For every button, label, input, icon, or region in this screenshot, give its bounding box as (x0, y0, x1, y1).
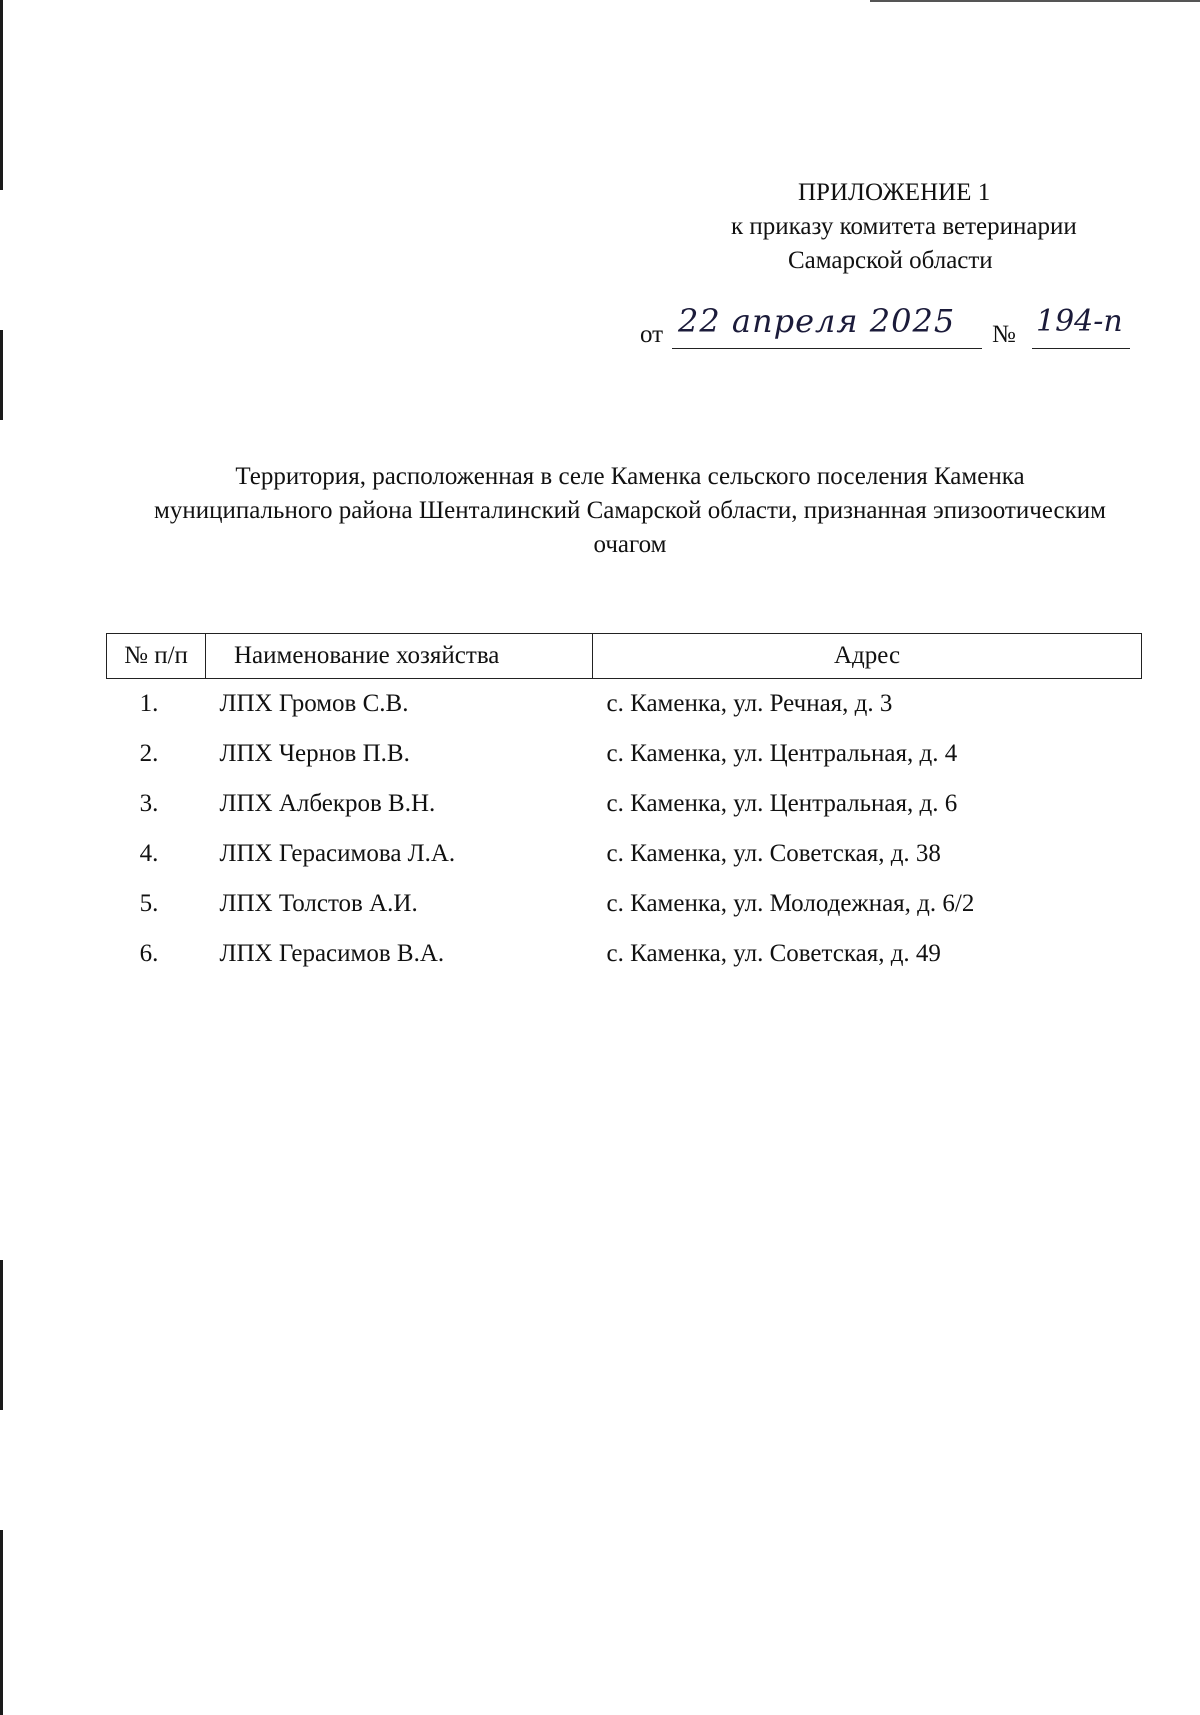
order-number-field (1032, 304, 1130, 349)
order-date-handwritten: 22 апреля 2025 (678, 302, 956, 340)
table-row (107, 879, 1142, 929)
row-address: с. Каменка, ул. Молодежная, д. 6/2 (606, 890, 975, 917)
header-farm-name: Наименование хозяйства (206, 634, 593, 679)
table-row (107, 779, 1142, 829)
order-from-label: от (640, 321, 664, 348)
scan-edge-top-right (870, 0, 1200, 2)
scan-edge-left-low (0, 1260, 3, 1410)
header-number: № п/п (107, 634, 206, 679)
row-farm-name: ЛПХ Герасимов В.А. (219, 940, 445, 967)
row-farm-name: ЛПХ Громов С.В. (219, 690, 409, 717)
row-address: с. Каменка, ул. Центральная, д. 4 (606, 740, 958, 767)
table-row (107, 729, 1142, 779)
row-number: 5. (139, 890, 159, 917)
appendix-region: Самарской области (788, 247, 993, 274)
farms-table (106, 633, 1142, 979)
row-number: 3. (139, 790, 159, 817)
table-row (107, 679, 1142, 730)
order-date-field (672, 302, 982, 349)
order-number-handwritten: 194-п (1036, 304, 1123, 339)
row-number: 2. (139, 740, 159, 767)
header-address: Адрес (593, 634, 1142, 679)
scan-edge-left-mid (0, 330, 3, 420)
order-number-label: № (992, 321, 1016, 348)
row-address: с. Каменка, ул. Речная, д. 3 (606, 690, 893, 717)
document-heading: Территория, расположенная в селе Каменка сельского поселения Каменка муниципального района Шенталинский Самарской области, признанная эпизоотическим очагом (154, 463, 1106, 558)
row-address: с. Каменка, ул. Советская, д. 38 (606, 840, 941, 867)
row-farm-name: ЛПХ Чернов П.В. (219, 740, 410, 767)
row-farm-name: ЛПХ Толстов А.И. (219, 890, 418, 917)
row-number: 6. (139, 940, 159, 967)
row-farm-name: ЛПХ Албекров В.Н. (219, 790, 436, 817)
scan-edge-left-top (0, 0, 3, 190)
table-header-row (107, 634, 1142, 679)
row-address: с. Каменка, ул. Центральная, д. 6 (606, 790, 958, 817)
appendix-order-reference: к приказу комитета ветеринарии (731, 213, 1077, 240)
row-number: 1. (139, 690, 159, 717)
row-number: 4. (139, 840, 159, 867)
table-row (107, 829, 1142, 879)
scan-edge-left-bottom (0, 1530, 3, 1715)
order-line (640, 302, 1140, 358)
row-address: с. Каменка, ул. Советская, д. 49 (606, 940, 941, 967)
appendix-title: ПРИЛОЖЕНИЕ 1 (798, 179, 991, 206)
table-row (107, 929, 1142, 979)
row-farm-name: ЛПХ Герасимова Л.А. (219, 840, 456, 867)
